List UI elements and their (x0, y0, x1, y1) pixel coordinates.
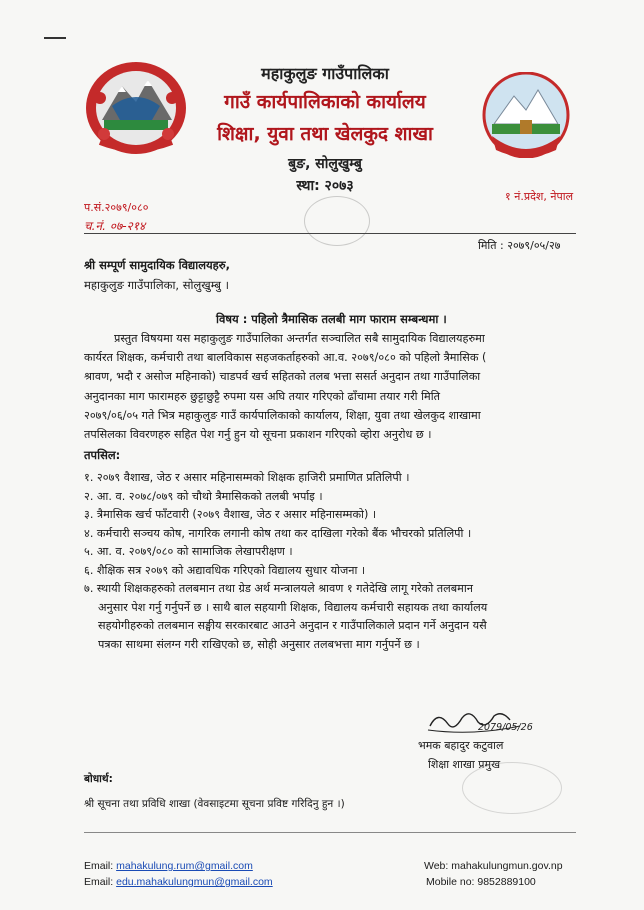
body-line: श्रावण, भदौ र असोज महिनाको) चाडपर्व खर्च सहितको तलब भत्ता ससर्त अनुदान तथा गाउँपालिका (84, 370, 481, 384)
signatory-title: शिक्षा शाखा प्रमुख (428, 758, 501, 771)
footer-contact (424, 858, 563, 890)
body-line: प्रस्तुत विषयमा यस महाकुलुङ गाउँपालिका अन्तर्गत सञ्चालित सबै सामुदायिक विद्यालयहरुमा (114, 332, 485, 345)
email-link-2[interactable]: edu.mahakulungmun@gmail.com (116, 876, 273, 888)
website-link[interactable]: mahakulungmun.gov.np (451, 860, 563, 872)
web-row (424, 858, 563, 874)
chalani-number: च.नं. ०७-२१४ (84, 219, 146, 233)
office-stamp (304, 196, 370, 246)
list-item: ६. शैक्षिक सत्र २०७९ को अद्यावधिक गरिएको विद्यालय सुधार योजना । (84, 563, 366, 577)
signatory-name: भमक बहादुर कटुवाल (418, 739, 504, 752)
header-divider (84, 233, 576, 234)
list-item-continuation: पत्रका साथमा संलग्न गरी राखिएको छ, सोही अनुसार तलबभत्ता माग गर्नुपर्ने छ । (98, 637, 420, 651)
body-line: तपसिलका विवरणहरु सहित पेश गर्नु हुन यो सूचना प्रकाशन गरिएको व्होरा अनुरोध छ । (84, 428, 432, 442)
email-link-1[interactable]: mahakulung.rum@gmail.com (116, 860, 253, 872)
office-name: गाउँ कार्यपालिकाको कार्यालय (224, 91, 426, 113)
municipality-name: महाकुलुङ गाउँपालिका (261, 64, 389, 83)
mobile-row (424, 874, 563, 890)
list-item: ७. स्थायी शिक्षकहरुको तलबमान तथा ग्रेड अर्थ मन्त्रालयले श्रावण १ गतेदेखि लागू गरेको तलबमान (84, 582, 473, 595)
recipient-line-1: श्री सम्पूर्ण सामुदायिक विद्यालयहरु, (84, 258, 231, 272)
signature-date: 2079/05/26 (478, 722, 533, 733)
body-paragraph (84, 329, 576, 444)
list-item: ५. आ. व. २०७९/०८० को सामाजिक लेखापरीक्षण । (84, 545, 293, 558)
web-label: Web: (424, 860, 449, 872)
footer-divider (84, 832, 576, 833)
province-label: १ नं.प्रदेश, नेपाल (505, 190, 574, 203)
body-line: कार्यरत शिक्षक, कर्मचारी तथा बालविकास सहजकर्ताहरुको आ.व. २०७९/०८० को पहिलो त्रैमासिक ( (84, 351, 487, 365)
list-item: ३. त्रैमासिक खर्च फाँटवारी (२०७९ वैशाख, जेठ र असार महिनासम्मको) । (84, 508, 377, 521)
recipient-line-2: महाकुलुङ गाउँपालिका, सोलुखुम्बु । (84, 278, 230, 292)
list-item-continuation: अनुसार पेश गर्नु गर्नुपर्ने छ । साथै बाल सहयागी शिक्षक, विद्यालय कर्मचारी सहायक तथा कार्यालय (98, 600, 488, 614)
email-row (84, 858, 273, 874)
body-line: २०७९/०६/०५ गते भित्र महाकुलुङ गाउँ कार्यपालिकाको कार्यालय, शिक्षा, युवा तथा खेलकुद शाखामा (84, 408, 481, 422)
section-name: शिक्षा, युवा तथा खेलकुद शाखा (217, 123, 433, 145)
mobile-label: Mobile no: (426, 876, 475, 888)
letter-date: मिति : २०७९/०५/२७ (478, 239, 561, 252)
bodharth-line: श्री सूचना तथा प्रविधि शाखा (वेवसाइटमा सूचना प्रविष्ट गरिदिनु हुन ।) (84, 798, 345, 810)
body-line: अनुदानका माग फारामहरु छुट्टाछुट्टै रुपमा यस अघि तयार गरिएको ढाँचामा तयार गरी मिति (84, 389, 440, 403)
tapsil-list (84, 469, 576, 654)
email-label: Email: (84, 876, 114, 888)
mobile-number: 9852889100 (477, 876, 536, 888)
margin-mark (44, 37, 66, 39)
nepal-emblem-icon (82, 58, 190, 158)
list-item: ४. कर्मचारी सञ्चय कोष, नागरिक लगानी कोष तथा कर दाखिला गरेको बैंक भौचरको प्रतिलिपी । (84, 526, 472, 540)
list-item: १. २०७९ वैशाख, जेठ र असार महिनासम्मको शिक्षक हाजिरी प्रमाणित प्रतिलिपी । (84, 471, 410, 484)
office-address: बुङ, सोलुखुम्बु (288, 156, 362, 172)
footer-emails (84, 858, 273, 890)
tapsil-heading: तपसिल: (84, 448, 121, 462)
section-stamp (462, 762, 562, 814)
email-row (84, 874, 273, 890)
list-item: २. आ. व. २०७८/०७९ को चौथो त्रैमासिकको तलबी भर्पाइ । (84, 489, 323, 503)
patra-sankhya: प.सं.२०७९/०८० (84, 201, 149, 214)
email-label: Email: (84, 860, 114, 872)
bodharth-heading: बोधार्थ: (84, 773, 113, 785)
municipality-logo-icon (482, 72, 570, 158)
established-year: स्था: २०७३ (296, 178, 354, 194)
letter-subject: विषय : पहिलो त्रैमासिक तलबी माग फाराम सम्बन्धमा । (216, 312, 447, 326)
list-item-continuation: सहयोगीहरुको तलबमान सङ्घीय सरकारबाट आउने अनुदान र गाउँपालिकाले प्रदान गर्ने अनुदान यसै (98, 619, 487, 632)
